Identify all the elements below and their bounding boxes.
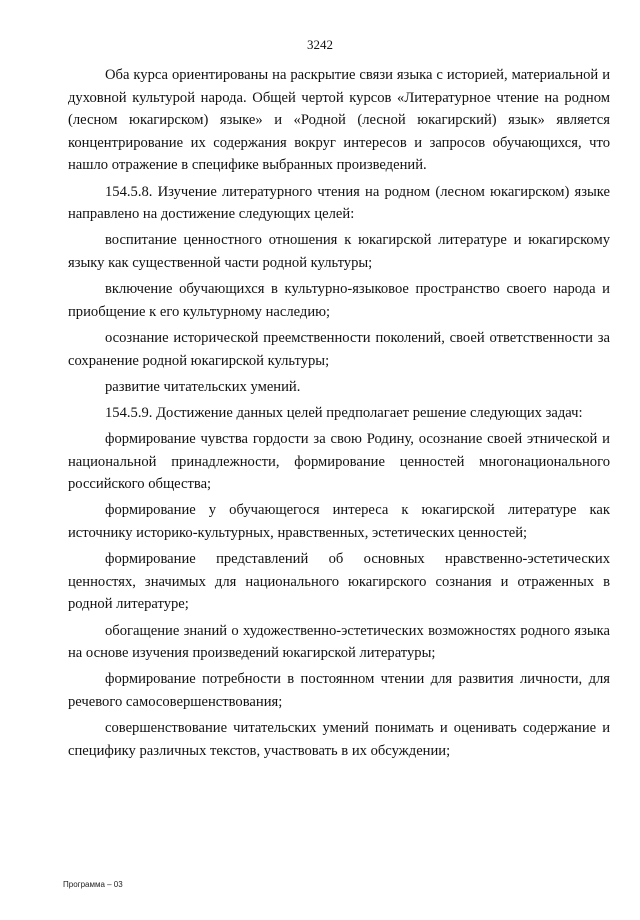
- paragraph-13: совершенствование читательских умений понимать и оценивать содержание и специфику различных текстов, участвовать в их обсуждении;: [68, 720, 610, 759]
- paragraph-9: формирование у обучающегося интереса к юкагирской литературе как источнику историко-культурных, нравственных, эстетических ценностей;: [68, 502, 610, 542]
- paragraph-5: осознание исторической преемственности поколений, своей ответственности за сохранение родной юкагирской культуры;: [68, 329, 610, 369]
- footer-label: Программа – 03: [63, 880, 123, 889]
- paragraph-12: формирование потребности в постоянном чтении для развития личности, для речевого самосовершенствования;: [68, 671, 610, 710]
- paragraph-11: обогащение знаний о художественно-эстетических возможностях родного языка на основе изучения произведений юкагирской литературы;: [68, 622, 610, 662]
- paragraph-4: включение обучающихся в культурно-языковое пространство своего народа и приобщение к его культурному наследию;: [68, 281, 610, 320]
- paragraph-6: развитие читательских умений.: [105, 378, 301, 395]
- paragraph-10: формирование представлений об основных нравственно-эстетических ценностях, значимых для национального юкагирского сознания и отраженных в родной литературе;: [68, 551, 610, 613]
- paragraph-7: 154.5.9. Достижение данных целей предполагает решение следующих задач:: [105, 404, 583, 421]
- page-number: 3242: [307, 37, 333, 52]
- body-text: [68, 64, 610, 766]
- paragraph-3: воспитание ценностного отношения к юкагирской литературе и юкагирскому языку как существенной части родной культуры;: [68, 232, 610, 271]
- paragraph-1: Оба курса ориентированы на раскрытие связи языка с историей, материальной и духовной культурой народа. Общей чертой курсов «Литературное чтение на родном (лесном юкагирском) языке» и «Родной (лесной юкагирский) язык» является концентрирование их содержания вокруг интересов и запросов обучающихся, что нашло отражение в специфике выбранных произведений.: [68, 67, 610, 174]
- paragraph-2: 154.5.8. Изучение литературного чтения на родном (лесном юкагирском) языке направлено на достижение следующих целей:: [68, 183, 610, 223]
- paragraph-8: формирование чувства гордости за свою Родину, осознание своей этнической и национальной принадлежности, формирование ценностей многонационального российского общества;: [68, 431, 610, 493]
